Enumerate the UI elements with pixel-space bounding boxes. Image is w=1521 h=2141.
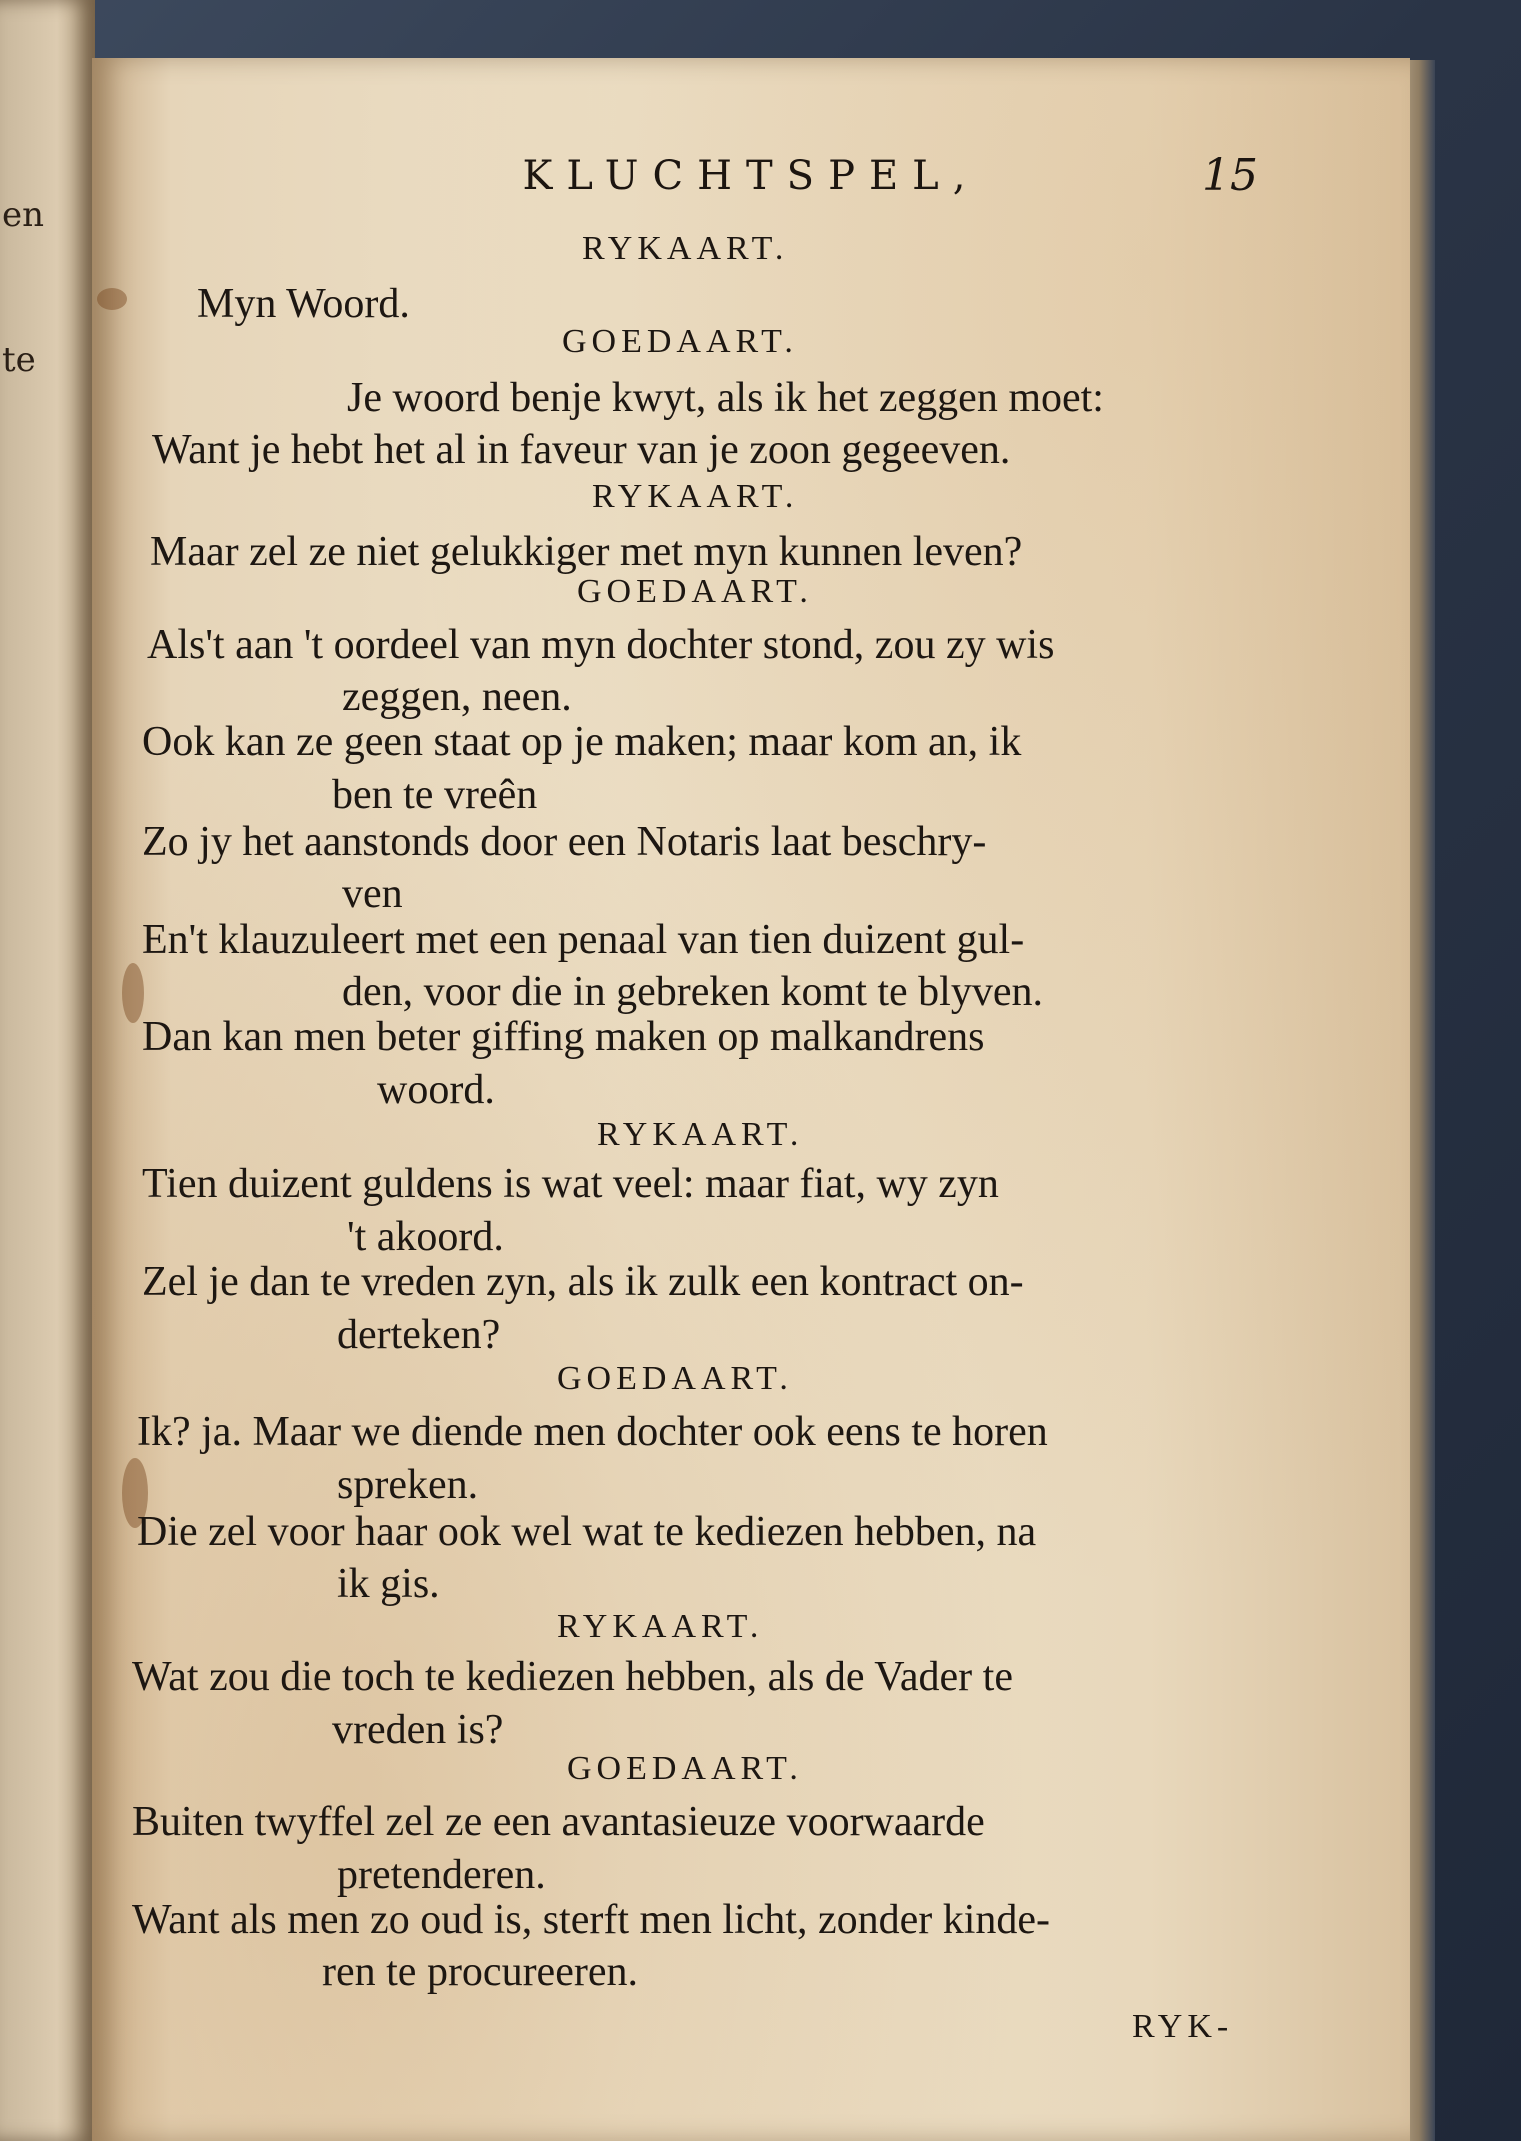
verse-line: den, voor die in gebreken komt te blyven.	[342, 969, 1043, 1015]
verse-line: 't akoord.	[347, 1214, 504, 1260]
verse-line: Want je hebt het al in faveur van je zoon gegeeven.	[152, 427, 1011, 473]
verse-line: Tien duizent guldens is wat veel: maar fiat, wy zyn	[142, 1161, 999, 1207]
verse-line: Die zel voor haar ook wel wat te kediezen hebben, na	[137, 1509, 1037, 1555]
verse-line: En't klauzuleert met een penaal van tien duizent gul-	[142, 917, 1025, 963]
verse-line: pretenderen.	[337, 1852, 546, 1898]
verse-line: Je woord benje kwyt, als ik het zeggen moet:	[347, 375, 1104, 421]
speaker-name: GOEDAART.	[567, 1750, 803, 1787]
left-page-fragment: te	[2, 340, 36, 380]
verse-line: Want als men zo oud is, sterft men licht, zonder kinde-	[132, 1897, 1051, 1943]
speaker-name: GOEDAART.	[562, 323, 798, 360]
verse-line: Zo jy het aanstonds door een Notaris laat beschry-	[142, 819, 987, 865]
verse-line: Dan kan men beter giffing maken op malkandrens	[142, 1014, 985, 1060]
running-head: KLUCHTSPEL,	[522, 153, 980, 199]
speaker-name: RYKAART.	[557, 1608, 764, 1645]
verse-line: zeggen, neen.	[342, 674, 572, 720]
speaker-name: RYKAART.	[597, 1116, 804, 1153]
speaker-name: GOEDAART.	[577, 573, 813, 610]
catchword: RYK-	[1132, 2008, 1234, 2045]
verse-line: ren te procureeren.	[322, 1949, 638, 1995]
speaker-name: GOEDAART.	[557, 1360, 793, 1397]
verse-line: Als't aan 't oordeel van myn dochter stond, zou zy wis	[147, 622, 1055, 668]
verse-line: Buiten twyffel zel ze een avantasieuze voorwaarde	[132, 1799, 985, 1845]
speaker-name: RYKAART.	[582, 230, 789, 267]
left-page-fragment: en	[2, 195, 45, 235]
left-page-edge	[0, 0, 95, 2141]
verse-line: woord.	[377, 1067, 495, 1113]
verse-line: Zel je dan te vreden zyn, als ik zulk een kontract on-	[142, 1259, 1024, 1305]
stain	[122, 963, 144, 1023]
verse-line: derteken?	[337, 1312, 501, 1358]
verse-line: Wat zou die toch te kediezen hebben, als de Vader te	[132, 1654, 1013, 1700]
verse-line: vreden is?	[332, 1707, 504, 1753]
verse-line: ben te vreên	[332, 772, 538, 818]
verse-line: Maar zel ze niet gelukkiger met myn kunnen leven?	[150, 529, 1023, 575]
book-page	[92, 58, 1410, 2141]
verse-line: Myn Woord.	[197, 281, 410, 327]
verse-line: spreken.	[337, 1462, 479, 1508]
page-number: 15	[1202, 150, 1258, 201]
verse-line: ik gis.	[337, 1561, 440, 1607]
verse-line: Ik? ja. Maar we diende men dochter ook eens te horen	[137, 1409, 1048, 1455]
verse-line: Ook kan ze geen staat op je maken; maar kom an, ik	[142, 719, 1022, 765]
speaker-name: RYKAART.	[592, 478, 799, 515]
verse-line: ven	[342, 871, 403, 917]
stain	[97, 288, 127, 310]
